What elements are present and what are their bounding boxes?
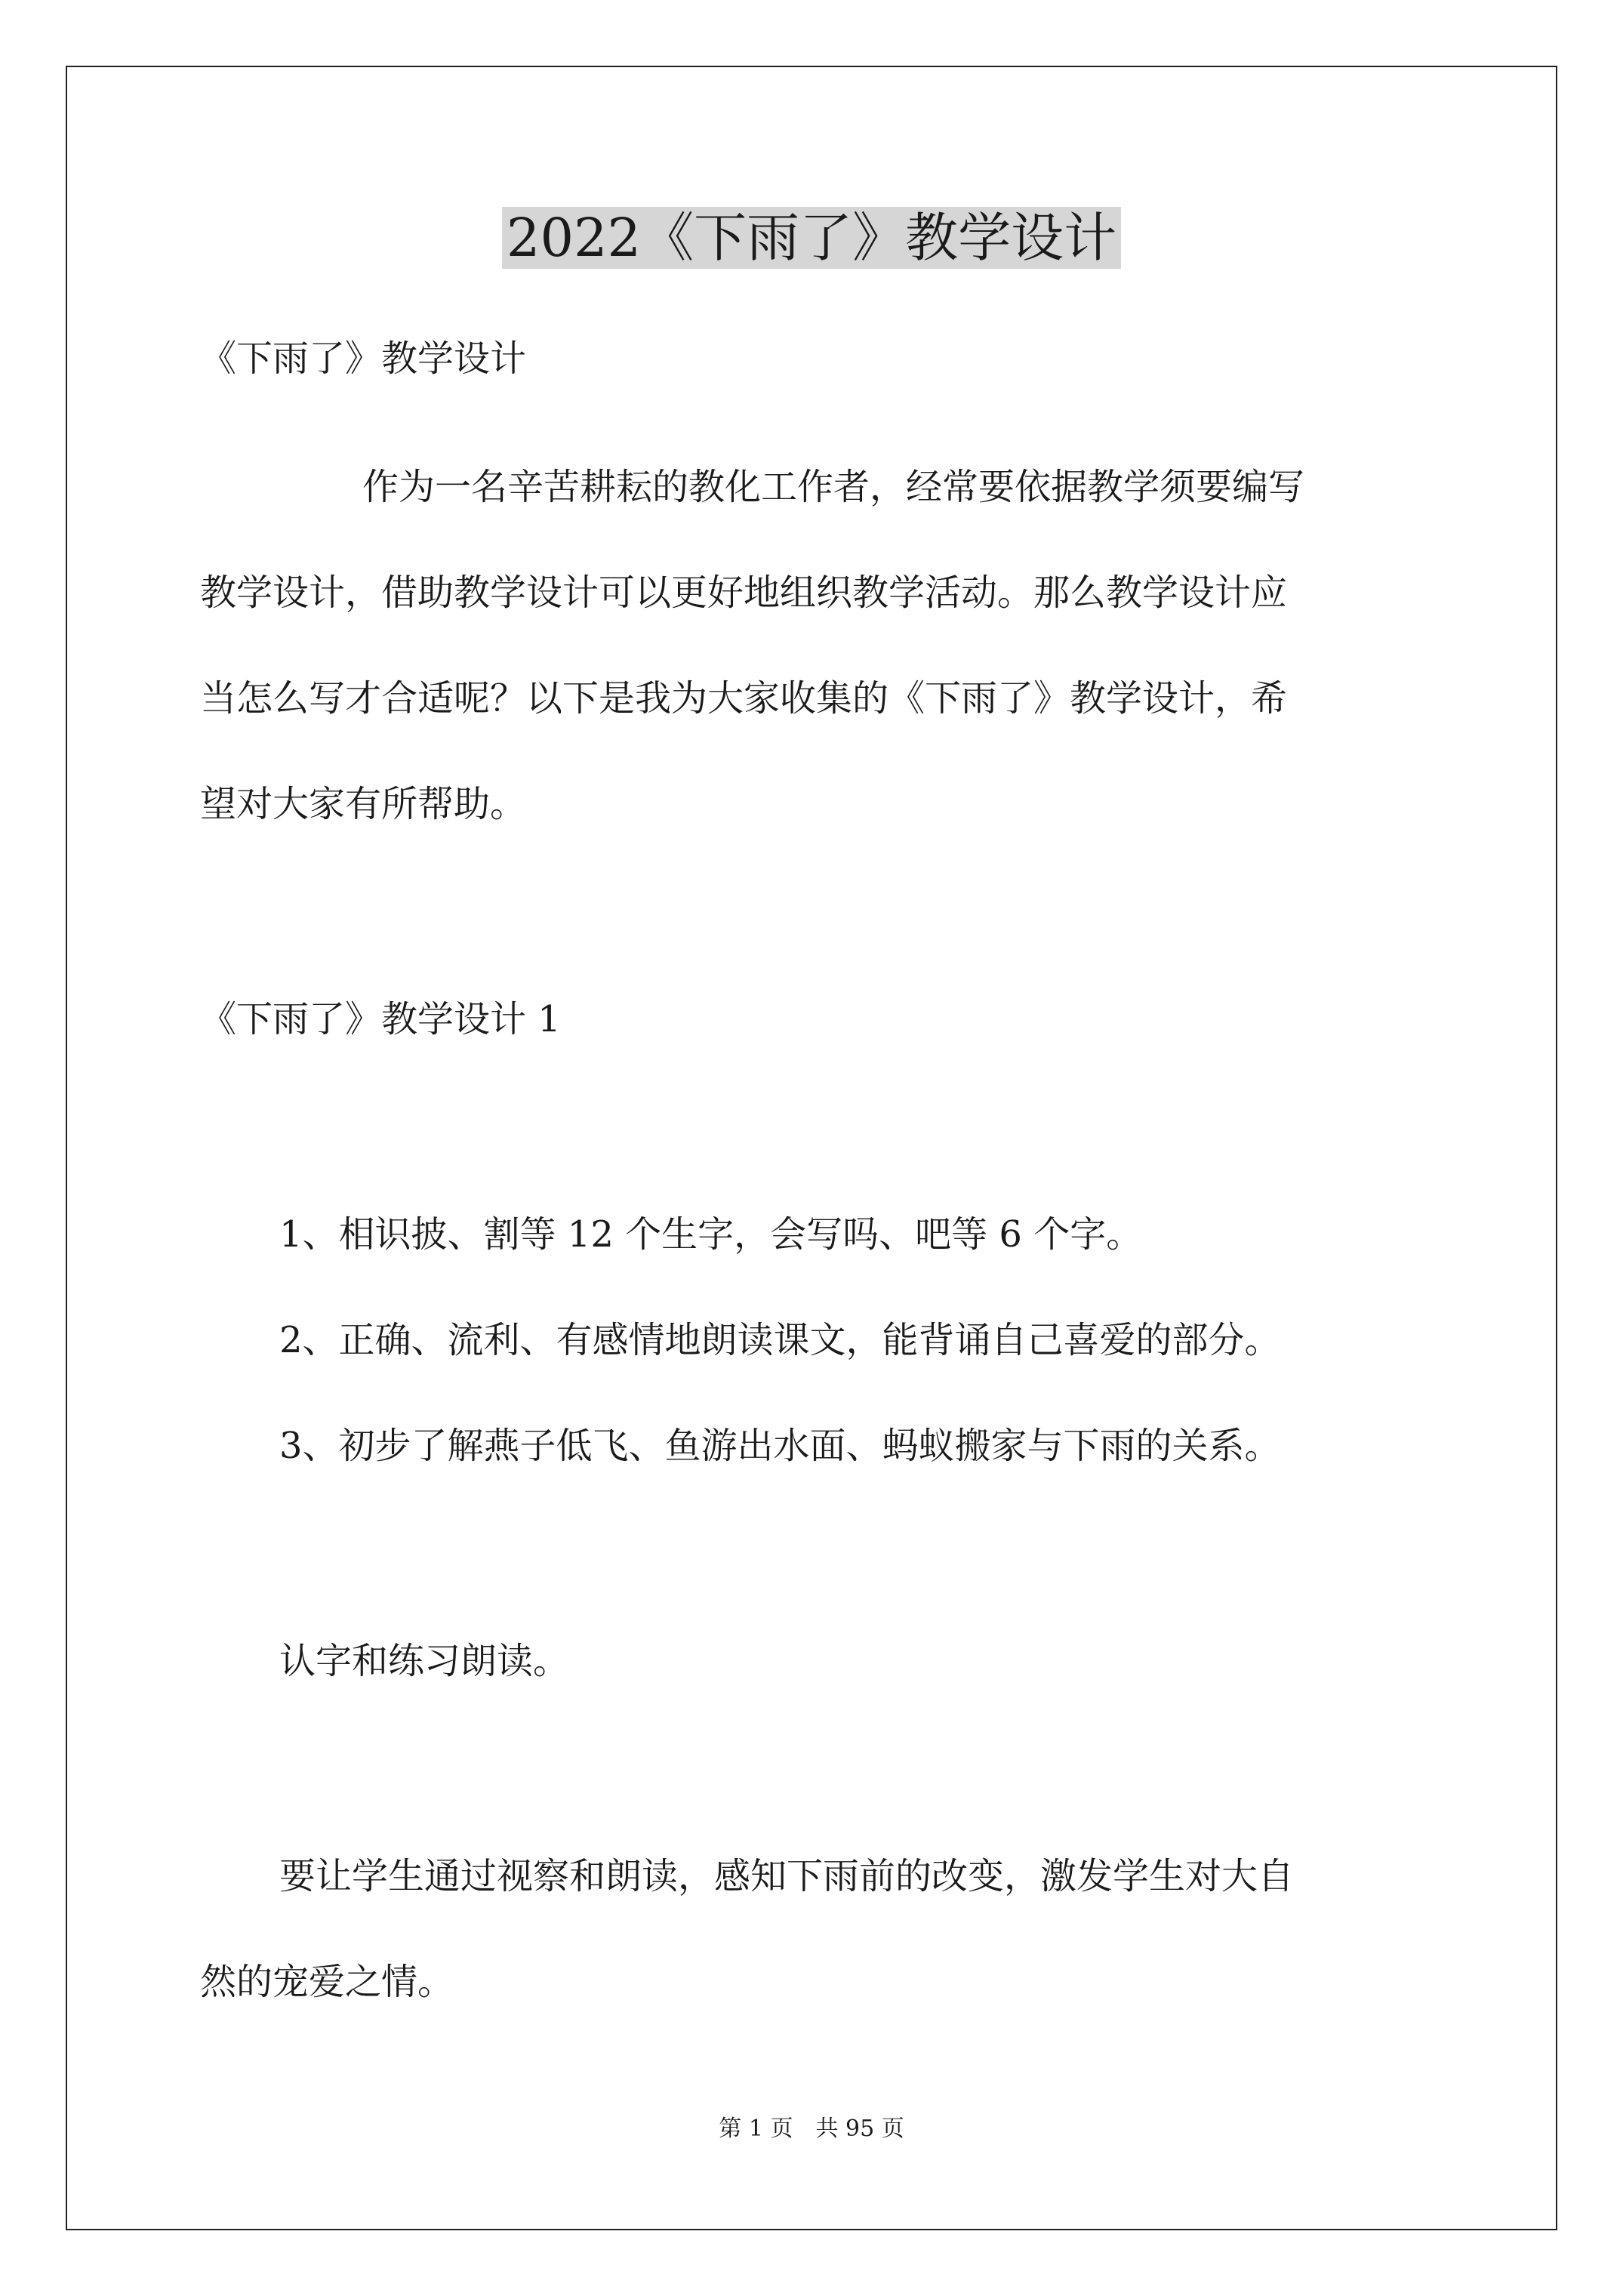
- key-point: 认字和练习朗读。: [279, 1640, 570, 1682]
- subtitle: 《下雨了》教学设计: [200, 337, 527, 380]
- difficulty-line-2: 然的宠爱之情。: [200, 1961, 454, 2003]
- intro-line-2: 教学设计，借助教学设计可以更好地组织教学活动。那么教学设计应: [200, 572, 1288, 614]
- document-title: [0, 200, 1623, 276]
- page-total: 共 95 页: [815, 2116, 904, 2142]
- intro-line-1: 作为一名辛苦耕耘的教化工作者，经常要依据教学须要编写: [362, 466, 1305, 508]
- goal-item-2: 2、正确、流利、有感情地朗读课文，能背诵自己喜爱的部分。: [279, 1319, 1281, 1361]
- difficulty-line-1: 要让学生通过视察和朗读，感知下雨前的改变，激发学生对大自: [279, 1855, 1295, 1897]
- intro-line-4: 望对大家有所帮助。: [200, 783, 527, 825]
- goal-item-1: 1、相识披、割等 12 个生字，会写吗、吧等 6 个字。: [279, 1213, 1143, 1256]
- goal-item-3: 3、初步了解燕子低飞、鱼游出水面、蚂蚁搬家与下雨的关系。: [279, 1425, 1281, 1467]
- page-frame: [66, 66, 1557, 2230]
- title-text: 2022《下雨了》教学设计: [502, 207, 1121, 269]
- page-number: 第 1 页: [719, 2116, 793, 2142]
- intro-line-3: 当怎么写才合适呢？以下是我为大家收集的《下雨了》教学设计，希: [200, 677, 1288, 720]
- page-footer: [0, 2114, 1623, 2144]
- section-heading: 《下雨了》教学设计 1: [200, 998, 561, 1040]
